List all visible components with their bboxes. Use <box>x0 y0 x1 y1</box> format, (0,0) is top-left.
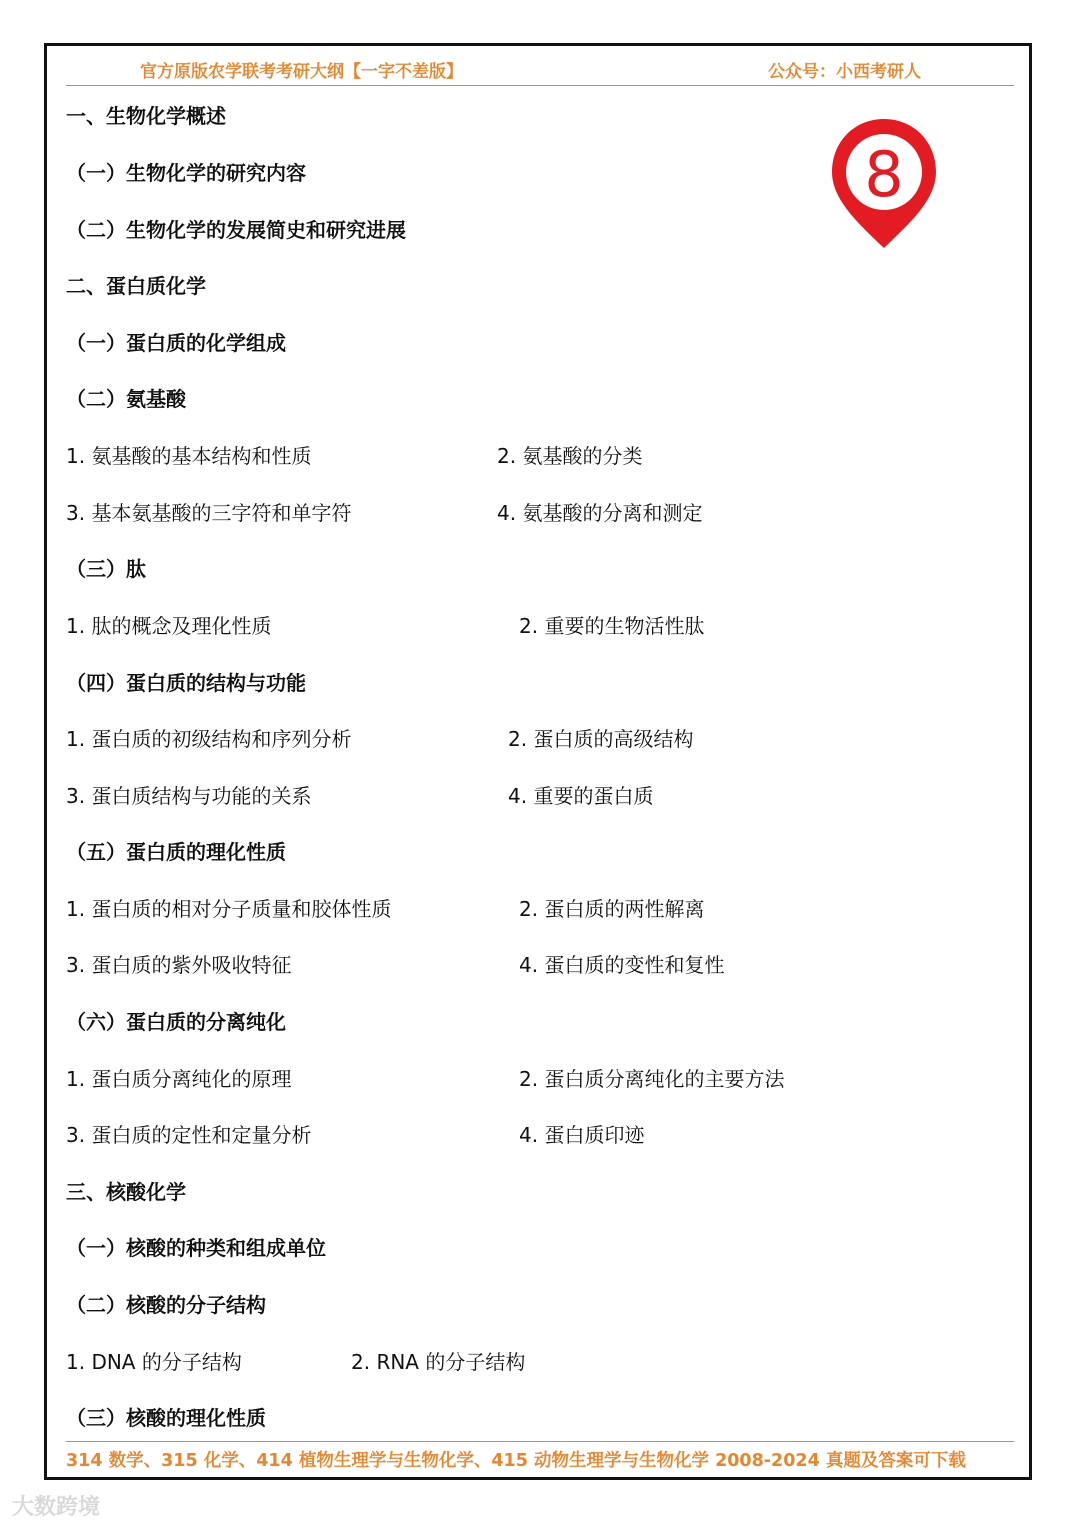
list-item: 4. 蛋白质印迹 <box>519 1123 645 1147</box>
header-title: 官方原版农学联考考研大纲【一字不差版】 <box>140 62 463 82</box>
list-item: 4. 蛋白质的变性和复性 <box>519 953 725 977</box>
list-item: 4. 重要的蛋白质 <box>508 784 654 808</box>
list-item: 2. 重要的生物活性肽 <box>519 614 705 638</box>
subsection-heading: （四）蛋白质的结构与功能 <box>66 671 306 695</box>
subsection-heading: （五）蛋白质的理化性质 <box>66 840 286 864</box>
list-item: 1. 蛋白质分离纯化的原理 <box>66 1067 292 1091</box>
footer-rule <box>66 1441 1014 1442</box>
list-item: 2. 蛋白质分离纯化的主要方法 <box>519 1067 785 1091</box>
subsection-heading: （三）肽 <box>66 557 146 581</box>
list-item: 1. 肽的概念及理化性质 <box>66 614 272 638</box>
badge-number: 8 <box>864 138 904 211</box>
subsection-heading: （二）核酸的分子结构 <box>66 1293 266 1317</box>
list-item: 2. 蛋白质的两性解离 <box>519 897 705 921</box>
watermark: 大数跨境 <box>12 1495 101 1520</box>
section-heading: 三、核酸化学 <box>66 1180 186 1204</box>
page-border <box>44 43 1032 1480</box>
map-pin-icon <box>829 116 939 251</box>
list-item: 3. 基本氨基酸的三字符和单字符 <box>66 501 352 525</box>
list-item: 3. 蛋白质的紫外吸收特征 <box>66 953 292 977</box>
list-item: 1. 氨基酸的基本结构和性质 <box>66 444 312 468</box>
list-item: 3. 蛋白质的定性和定量分析 <box>66 1123 312 1147</box>
section-heading: 二、蛋白质化学 <box>66 274 206 298</box>
subsection-heading: （二）氨基酸 <box>66 387 186 411</box>
subsection-heading: （一）核酸的种类和组成单位 <box>66 1236 326 1260</box>
list-item: 3. 蛋白质结构与功能的关系 <box>66 784 312 808</box>
subsection-heading: （二）生物化学的发展简史和研究进展 <box>66 218 406 242</box>
subsection-heading: （一）蛋白质的化学组成 <box>66 331 286 355</box>
list-item: 2. RNA 的分子结构 <box>351 1350 526 1374</box>
section-heading: 一、生物化学概述 <box>66 104 226 128</box>
footer-note: 314 数学、315 化学、414 植物生理学与生物化学、415 动物生理学与生物化学 2008-2024 真题及答案可下载 <box>66 1451 966 1471</box>
list-item: 1. DNA 的分子结构 <box>66 1350 242 1374</box>
list-item: 1. 蛋白质的初级结构和序列分析 <box>66 727 352 751</box>
subsection-heading: （三）核酸的理化性质 <box>66 1406 266 1430</box>
list-item: 4. 氨基酸的分离和测定 <box>497 501 703 525</box>
subsection-heading: （一）生物化学的研究内容 <box>66 161 306 185</box>
list-item: 1. 蛋白质的相对分子质量和胶体性质 <box>66 897 392 921</box>
header-rule <box>66 85 1014 86</box>
list-item: 2. 氨基酸的分类 <box>497 444 643 468</box>
subsection-heading: （六）蛋白质的分离纯化 <box>66 1010 286 1034</box>
list-item: 2. 蛋白质的高级结构 <box>508 727 694 751</box>
header-account: 公众号：小西考研人 <box>768 62 921 82</box>
